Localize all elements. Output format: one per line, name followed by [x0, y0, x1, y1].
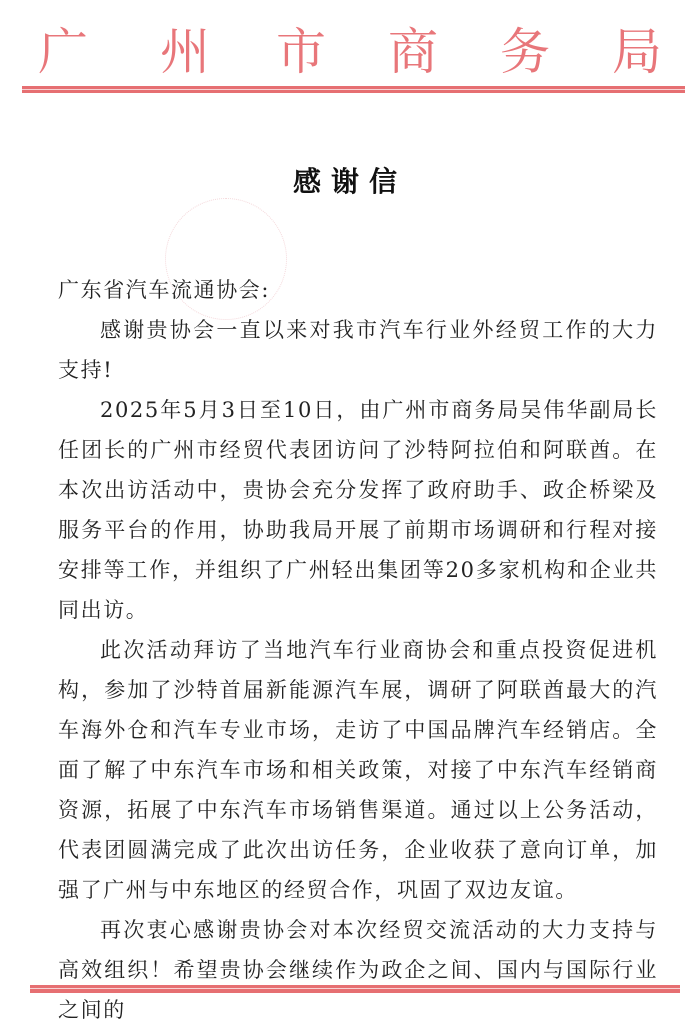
paragraph: 感谢贵协会一直以来对我市汽车行业外经贸工作的大力支持! — [58, 318, 658, 382]
letterhead — [0, 22, 700, 82]
footer-divider — [30, 985, 680, 993]
paragraph: 此次活动拜访了当地汽车行业商协会和重点投资促进机构，参加了沙特首届新能源汽车展，调研了阿联酋最大的汽车海外仓和汽车专业市场，走访了中国品牌汽车经销店。全面了解了中东汽车市场和相关政策，对接了中东汽车经销商资源，拓展了中东汽车市场销售渠道。通过以上公务活动，代表团圆满完成了此次出访任务，企业收获了意向订单，加强了广州与中东地区的经贸合作，巩固了双边友谊。 — [58, 638, 658, 902]
paragraph: 2025年5月3日至10日，由广州市商务局吴伟华副局长任团长的广州市经贸代表团访问了沙特阿拉伯和阿联酋。在本次出访活动中，贵协会充分发挥了政府助手、政企桥梁及服务平台的作用，协助我局开展了前期市场调研和行程对接安排等工作，并组织了广州轻出集团等20多家机构和企业共同出访。 — [58, 398, 658, 622]
letter-body — [58, 270, 658, 1030]
letterhead-char: 务 — [500, 23, 550, 81]
letterhead-char: 局 — [612, 23, 662, 81]
letterhead-char: 广 — [38, 23, 88, 81]
letterhead-char: 市 — [276, 23, 326, 81]
salutation: 广东省汽车流通协会: — [58, 278, 271, 302]
paragraph: 再次衷心感谢贵协会对本次经贸交流活动的大力支持与高效组织！希望贵协会继续作为政企之间、国内与国际行业之间的 — [58, 918, 658, 1022]
letterhead-divider — [22, 86, 685, 93]
document-title: 感谢信 — [292, 165, 407, 198]
letterhead-char: 州 — [160, 23, 210, 81]
letterhead-char: 商 — [388, 23, 438, 81]
